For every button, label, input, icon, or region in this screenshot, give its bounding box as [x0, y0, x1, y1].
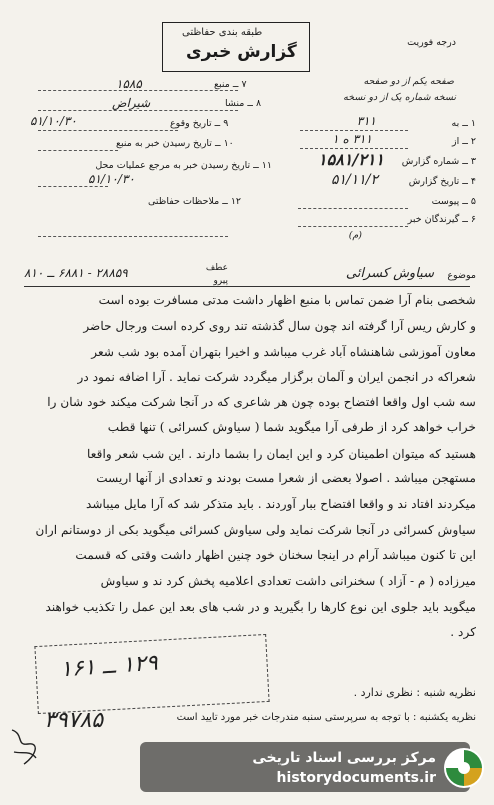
field-label: ۵ ــ پیوست	[431, 196, 476, 207]
dashed-rule	[38, 186, 108, 187]
dashed-rule	[300, 148, 408, 149]
field-value: ۵۱/۱۰/۳۰	[88, 172, 135, 186]
subject-ref-number: ۲۸۸۵۹ - ۶۸۸۱ ــ ۸۱۰	[24, 266, 128, 280]
body-line: کرد .	[450, 625, 476, 639]
field-value: ۵۱/۱۰/۳۰	[30, 114, 77, 128]
archive-logo-icon	[442, 746, 486, 790]
copy-line: نسخه شماره یک از دو نسخه	[343, 92, 456, 103]
body-line: میگوید باید جلوی این نوع کارها را بگیرید و در شب های بعد این عمل را تکذیب خواهند	[45, 600, 476, 614]
page-line: صفحه یکم از دو صفحه	[363, 76, 454, 87]
body-line: میرزاده ( م - آزاد ) سخنرانی داشت تعدادی اعلامیه پخش کرد ند و سیاوش	[100, 574, 476, 588]
field-label: ۶ ــ گیرندگان خبر	[407, 214, 476, 225]
dashed-rule	[38, 110, 238, 111]
field-value: ۱۵۸۵	[116, 77, 142, 91]
dashed-rule	[38, 90, 238, 91]
body-line: مستهجن میباشد . اصولا بعضی از شعرا مست بودند و تعدادی از آنها اریست	[96, 471, 476, 485]
dashed-rule	[38, 130, 178, 131]
field-label: ۸ ــ منشا	[225, 98, 262, 109]
field-label: ۳ ــ شماره گزارش	[401, 156, 476, 167]
stamp-numbers: ۱۲۹ ــ ۱۶۱	[59, 650, 159, 683]
dashed-rule	[298, 226, 408, 227]
field-value: ۳۱۱	[356, 114, 376, 128]
subject-note: عطف پیرو	[205, 263, 228, 286]
dashed-rule	[38, 236, 228, 237]
field-label: ۲ ــ از	[452, 136, 476, 147]
dashed-rule	[300, 130, 408, 131]
field-value: شیراض	[112, 96, 151, 110]
body-line: شعراکه در انجمن ایران و آلمان برگزار میگردد شرکت نماید . آرا اضافه نمود در	[77, 370, 476, 384]
field-label: ۱۰ ــ تاریخ رسیدن خبر به منبع	[116, 138, 234, 149]
body-line: خراب خواهد کرد از طرفی آرا میگوید شما ( سیاوش کسرائی ) تنها قطب	[107, 420, 476, 434]
field-label: ۱۱ ــ تاریخ رسیدن خبر به مرجع عملیات محل	[95, 160, 272, 171]
field-label: ۹ ــ تاریخ وقوع	[170, 118, 229, 129]
field-value: (م)	[348, 230, 362, 241]
field-value: ۵۱/۱۱/۲	[330, 172, 378, 188]
dashed-rule	[38, 150, 118, 151]
field-label: ۱۲ ــ ملاحظات حفاظتی	[148, 196, 242, 207]
watermark-url: historydocuments.ir	[276, 770, 436, 786]
body-line: این تا کنون میباشد آرام در اینجا سخنان خود چنین اظهار داشت وقتی که قسمت	[75, 548, 476, 562]
subject-value: سیاوش کسرائی	[345, 266, 434, 281]
report-title: گزارش خبری	[186, 42, 297, 62]
subject-label: موضوع	[447, 270, 476, 281]
note-line: نظریه یکشنبه : با توجه به سرپرستی سنبه مندرجات خبر مورد تایید است	[176, 712, 476, 723]
body-line: سیاوش کسرائی در آنجا شرکت نماید ولی سیاوش کسرائی میگوید بکی از دوستانم اران	[35, 523, 476, 537]
body-line: و کارش ریس آرا گرفته اند چون سال گذشته تند روی کرده است ورجال حاضر	[83, 319, 476, 333]
dashed-rule	[298, 208, 408, 209]
field-value: ۱۵۸۱/۲۱۱	[318, 150, 384, 169]
watermark-title: مرکز بررسی اسناد تاریخی	[252, 750, 436, 766]
classification-label: طبقه بندی حفاظتی	[182, 27, 263, 38]
field-label: ۷ ــ منبع	[214, 79, 247, 90]
handwritten-number: ۳۹۷۸۵	[44, 708, 104, 733]
watermark-banner	[0, 724, 494, 801]
field-value: ۳۱۱ ه ۱	[332, 132, 372, 146]
field-label: ۴ ــ تاریخ گزارش	[408, 176, 476, 187]
body-line: معاون آموزشی شاهنشاه آباد غرب میباشد و اخیرا بتهران آمده بود شب شعر	[91, 345, 476, 359]
body-line: سه شب اول واقعا افتضاح بوده چون هر شاعری که در آنجا شرکت میکند خود شان را	[47, 395, 476, 409]
body-line: میکردند افتاد ند و واقعا افتضاح ببار آوردند . باید متذکر شد که آرا مایل میباشد	[85, 497, 476, 511]
urgency-label: درجه فوریت	[407, 37, 456, 48]
body-line: هستید که میتوان اطمینان کرد و این ایمان را بشما دارند . این شب شعر واقعا	[87, 447, 476, 461]
body-line: شخصی بنام آرا ضمن تماس با منبع اظهار داشت مدتی مسافرت بوده است	[98, 293, 476, 307]
subject-rule	[24, 286, 470, 287]
note-line: نظریه شنبه : نظری ندارد .	[353, 686, 476, 699]
field-label: ۱ ــ به	[451, 118, 476, 129]
